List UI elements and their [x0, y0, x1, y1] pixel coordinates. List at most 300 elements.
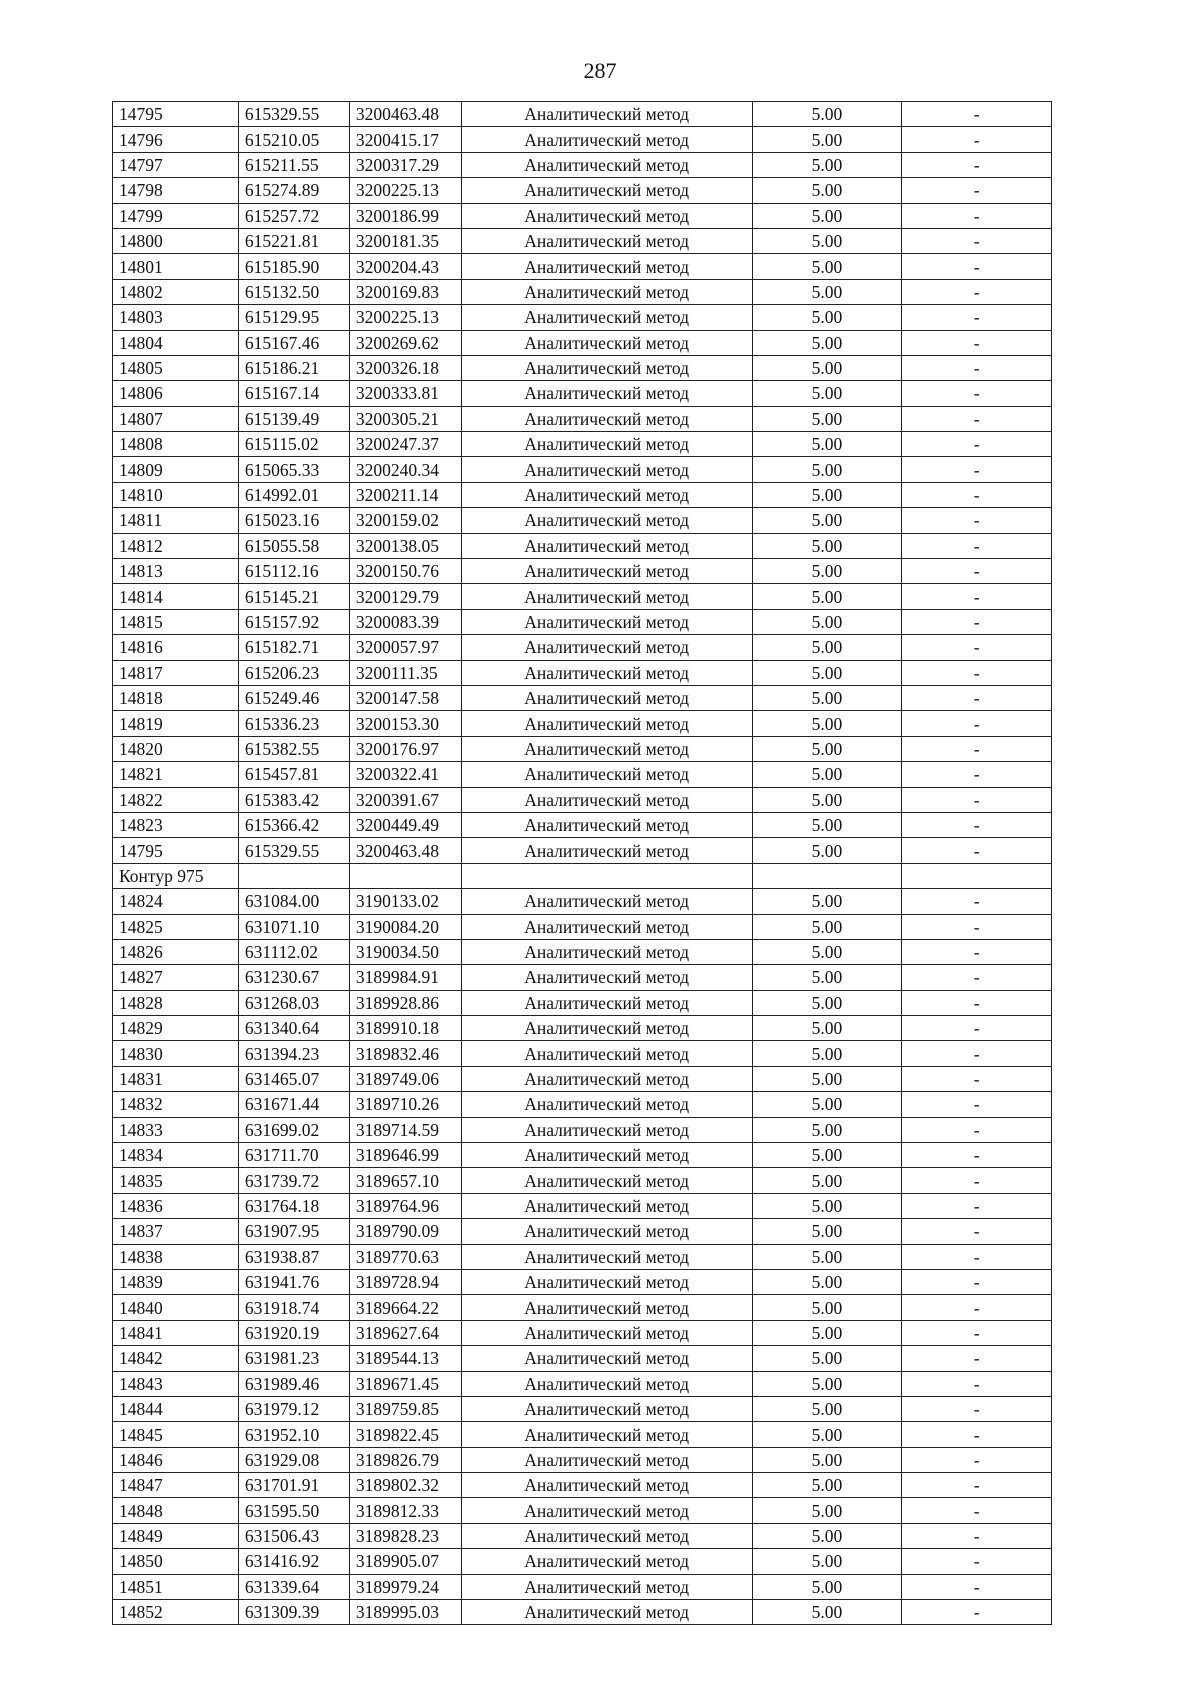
point-number-cell: 14849	[113, 1523, 239, 1548]
table-row	[113, 1016, 1052, 1041]
table-row	[113, 1143, 1052, 1168]
table-row	[113, 812, 1052, 837]
point-number-cell: 14813	[113, 559, 239, 584]
x-coordinate-cell: 615167.46	[238, 330, 349, 355]
point-number-cell: 14796	[113, 127, 239, 152]
method-cell: Аналитический метод	[461, 1371, 752, 1396]
method-cell: Аналитический метод	[461, 736, 752, 761]
table-row	[113, 279, 1052, 304]
table-row	[113, 1168, 1052, 1193]
method-cell: Аналитический метод	[461, 660, 752, 685]
accuracy-cell: 5.00	[752, 508, 902, 533]
y-coordinate-cell: 3200150.76	[349, 559, 461, 584]
x-coordinate-cell: 631941.76	[238, 1269, 349, 1294]
x-coordinate-cell: 615145.21	[238, 584, 349, 609]
accuracy-cell: 5.00	[752, 838, 902, 863]
x-coordinate-cell: 631918.74	[238, 1295, 349, 1320]
point-number-cell: 14838	[113, 1244, 239, 1269]
point-number-cell: 14831	[113, 1066, 239, 1091]
note-cell: -	[902, 1574, 1052, 1599]
point-number-cell: 14812	[113, 533, 239, 558]
y-coordinate-cell: 3200247.37	[349, 432, 461, 457]
point-number-cell: 14800	[113, 228, 239, 253]
point-number-cell: 14808	[113, 432, 239, 457]
x-coordinate-cell: 615132.50	[238, 279, 349, 304]
accuracy-cell: 5.00	[752, 609, 902, 634]
y-coordinate-cell: 3200153.30	[349, 711, 461, 736]
y-coordinate-cell: 3200326.18	[349, 355, 461, 380]
empty-cell	[902, 863, 1052, 888]
point-number-cell: 14825	[113, 914, 239, 939]
method-cell: Аналитический метод	[461, 1295, 752, 1320]
table-row	[113, 178, 1052, 203]
x-coordinate-cell: 615221.81	[238, 228, 349, 253]
method-cell: Аналитический метод	[461, 102, 752, 127]
method-cell: Аналитический метод	[461, 1016, 752, 1041]
accuracy-cell: 5.00	[752, 1168, 902, 1193]
accuracy-cell: 5.00	[752, 533, 902, 558]
x-coordinate-cell: 631979.12	[238, 1396, 349, 1421]
note-cell: -	[902, 102, 1052, 127]
table-row	[113, 939, 1052, 964]
y-coordinate-cell: 3200204.43	[349, 254, 461, 279]
y-coordinate-cell: 3189714.59	[349, 1117, 461, 1142]
accuracy-cell: 5.00	[752, 381, 902, 406]
table-row	[113, 355, 1052, 380]
note-cell: -	[902, 406, 1052, 431]
table-row	[113, 711, 1052, 736]
point-number-cell: 14822	[113, 787, 239, 812]
point-number-cell: 14830	[113, 1041, 239, 1066]
accuracy-cell: 5.00	[752, 1269, 902, 1294]
method-cell: Аналитический метод	[461, 1244, 752, 1269]
table-row	[113, 1346, 1052, 1371]
x-coordinate-cell: 631339.64	[238, 1574, 349, 1599]
table-row	[113, 482, 1052, 507]
point-number-cell: 14799	[113, 203, 239, 228]
y-coordinate-cell: 3189627.64	[349, 1320, 461, 1345]
note-cell: -	[902, 1523, 1052, 1548]
accuracy-cell: 5.00	[752, 990, 902, 1015]
note-cell: -	[902, 1041, 1052, 1066]
point-number-cell: 14843	[113, 1371, 239, 1396]
accuracy-cell: 5.00	[752, 939, 902, 964]
y-coordinate-cell: 3200391.67	[349, 787, 461, 812]
method-cell: Аналитический метод	[461, 1219, 752, 1244]
note-cell: -	[902, 584, 1052, 609]
point-number-cell: 14844	[113, 1396, 239, 1421]
y-coordinate-cell: 3189657.10	[349, 1168, 461, 1193]
note-cell: -	[902, 1320, 1052, 1345]
y-coordinate-cell: 3200083.39	[349, 609, 461, 634]
y-coordinate-cell: 3200240.34	[349, 457, 461, 482]
y-coordinate-cell: 3200463.48	[349, 838, 461, 863]
x-coordinate-cell: 631920.19	[238, 1320, 349, 1345]
table-row	[113, 559, 1052, 584]
method-cell: Аналитический метод	[461, 178, 752, 203]
method-cell: Аналитический метод	[461, 482, 752, 507]
method-cell: Аналитический метод	[461, 965, 752, 990]
point-number-cell: 14848	[113, 1498, 239, 1523]
accuracy-cell: 5.00	[752, 1396, 902, 1421]
point-number-cell: 14809	[113, 457, 239, 482]
point-number-cell: 14805	[113, 355, 239, 380]
method-cell: Аналитический метод	[461, 533, 752, 558]
accuracy-cell: 5.00	[752, 965, 902, 990]
point-number-cell: 14835	[113, 1168, 239, 1193]
contour-label-cell: Контур 975	[113, 863, 239, 888]
point-number-cell: 14802	[113, 279, 239, 304]
table-row	[113, 102, 1052, 127]
accuracy-cell: 5.00	[752, 1447, 902, 1472]
table-row	[113, 1117, 1052, 1142]
note-cell: -	[902, 482, 1052, 507]
note-cell: -	[902, 965, 1052, 990]
x-coordinate-cell: 631595.50	[238, 1498, 349, 1523]
y-coordinate-cell: 3200225.13	[349, 305, 461, 330]
y-coordinate-cell: 3200147.58	[349, 685, 461, 710]
note-cell: -	[902, 1168, 1052, 1193]
table-row	[113, 1549, 1052, 1574]
page-number: 287	[583, 58, 617, 83]
point-number-cell: 14829	[113, 1016, 239, 1041]
table-row	[113, 228, 1052, 253]
accuracy-cell: 5.00	[752, 457, 902, 482]
y-coordinate-cell: 3189984.91	[349, 965, 461, 990]
table-row	[113, 762, 1052, 787]
y-coordinate-cell: 3189790.09	[349, 1219, 461, 1244]
y-coordinate-cell: 3200111.35	[349, 660, 461, 685]
coordinates-table-body	[113, 102, 1052, 1625]
accuracy-cell: 5.00	[752, 711, 902, 736]
y-coordinate-cell: 3189828.23	[349, 1523, 461, 1548]
accuracy-cell: 5.00	[752, 787, 902, 812]
y-coordinate-cell: 3200159.02	[349, 508, 461, 533]
table-row	[113, 1320, 1052, 1345]
accuracy-cell: 5.00	[752, 914, 902, 939]
point-number-cell: 14795	[113, 838, 239, 863]
point-number-cell: 14847	[113, 1473, 239, 1498]
note-cell: -	[902, 1549, 1052, 1574]
point-number-cell: 14836	[113, 1193, 239, 1218]
y-coordinate-cell: 3189832.46	[349, 1041, 461, 1066]
note-cell: -	[902, 330, 1052, 355]
empty-cell	[238, 863, 349, 888]
x-coordinate-cell: 631739.72	[238, 1168, 349, 1193]
accuracy-cell: 5.00	[752, 1498, 902, 1523]
accuracy-cell: 5.00	[752, 660, 902, 685]
table-row	[113, 1066, 1052, 1091]
point-number-cell: 14826	[113, 939, 239, 964]
accuracy-cell: 5.00	[752, 127, 902, 152]
method-cell: Аналитический метод	[461, 1066, 752, 1091]
point-number-cell: 14823	[113, 812, 239, 837]
table-row	[113, 508, 1052, 533]
accuracy-cell: 5.00	[752, 584, 902, 609]
method-cell: Аналитический метод	[461, 914, 752, 939]
y-coordinate-cell: 3200305.21	[349, 406, 461, 431]
x-coordinate-cell: 615329.55	[238, 838, 349, 863]
table-row	[113, 1574, 1052, 1599]
y-coordinate-cell: 3189826.79	[349, 1447, 461, 1472]
table-row	[113, 889, 1052, 914]
method-cell: Аналитический метод	[461, 1396, 752, 1421]
note-cell: -	[902, 711, 1052, 736]
note-cell: -	[902, 939, 1052, 964]
x-coordinate-cell: 631989.46	[238, 1371, 349, 1396]
point-number-cell: 14850	[113, 1549, 239, 1574]
table-row	[113, 1396, 1052, 1421]
x-coordinate-cell: 631416.92	[238, 1549, 349, 1574]
note-cell: -	[902, 127, 1052, 152]
point-number-cell: 14837	[113, 1219, 239, 1244]
empty-cell	[349, 863, 461, 888]
x-coordinate-cell: 615157.92	[238, 609, 349, 634]
table-row	[113, 533, 1052, 558]
method-cell: Аналитический метод	[461, 889, 752, 914]
x-coordinate-cell: 615210.05	[238, 127, 349, 152]
note-cell: -	[902, 838, 1052, 863]
note-cell: -	[902, 432, 1052, 457]
accuracy-cell: 5.00	[752, 1066, 902, 1091]
x-coordinate-cell: 631699.02	[238, 1117, 349, 1142]
x-coordinate-cell: 615366.42	[238, 812, 349, 837]
table-row	[113, 127, 1052, 152]
y-coordinate-cell: 3189759.85	[349, 1396, 461, 1421]
y-coordinate-cell: 3189544.13	[349, 1346, 461, 1371]
table-row	[113, 381, 1052, 406]
note-cell: -	[902, 990, 1052, 1015]
note-cell: -	[902, 1117, 1052, 1142]
accuracy-cell: 5.00	[752, 152, 902, 177]
accuracy-cell: 5.00	[752, 1574, 902, 1599]
y-coordinate-cell: 3189710.26	[349, 1092, 461, 1117]
method-cell: Аналитический метод	[461, 305, 752, 330]
x-coordinate-cell: 615211.55	[238, 152, 349, 177]
accuracy-cell: 5.00	[752, 228, 902, 253]
table-row	[113, 1193, 1052, 1218]
accuracy-cell: 5.00	[752, 1371, 902, 1396]
note-cell: -	[902, 685, 1052, 710]
accuracy-cell: 5.00	[752, 1600, 902, 1625]
note-cell: -	[902, 1295, 1052, 1320]
point-number-cell: 14817	[113, 660, 239, 685]
point-number-cell: 14804	[113, 330, 239, 355]
x-coordinate-cell: 615336.23	[238, 711, 349, 736]
accuracy-cell: 5.00	[752, 762, 902, 787]
table-row	[113, 584, 1052, 609]
accuracy-cell: 5.00	[752, 1346, 902, 1371]
method-cell: Аналитический метод	[461, 1549, 752, 1574]
x-coordinate-cell: 615383.42	[238, 787, 349, 812]
x-coordinate-cell: 631929.08	[238, 1447, 349, 1472]
method-cell: Аналитический метод	[461, 203, 752, 228]
accuracy-cell: 5.00	[752, 178, 902, 203]
method-cell: Аналитический метод	[461, 635, 752, 660]
method-cell: Аналитический метод	[461, 939, 752, 964]
y-coordinate-cell: 3189812.33	[349, 1498, 461, 1523]
accuracy-cell: 5.00	[752, 1143, 902, 1168]
y-coordinate-cell: 3200333.81	[349, 381, 461, 406]
accuracy-cell: 5.00	[752, 1422, 902, 1447]
note-cell: -	[902, 178, 1052, 203]
accuracy-cell: 5.00	[752, 432, 902, 457]
x-coordinate-cell: 631701.91	[238, 1473, 349, 1498]
y-coordinate-cell: 3189646.99	[349, 1143, 461, 1168]
x-coordinate-cell: 631764.18	[238, 1193, 349, 1218]
method-cell: Аналитический метод	[461, 1193, 752, 1218]
point-number-cell: 14840	[113, 1295, 239, 1320]
method-cell: Аналитический метод	[461, 609, 752, 634]
table-row	[113, 838, 1052, 863]
table-row	[113, 787, 1052, 812]
table-row	[113, 914, 1052, 939]
accuracy-cell: 5.00	[752, 1473, 902, 1498]
y-coordinate-cell: 3190084.20	[349, 914, 461, 939]
point-number-cell: 14827	[113, 965, 239, 990]
x-coordinate-cell: 631711.70	[238, 1143, 349, 1168]
table-row	[113, 254, 1052, 279]
note-cell: -	[902, 1600, 1052, 1625]
y-coordinate-cell: 3200269.62	[349, 330, 461, 355]
y-coordinate-cell: 3189995.03	[349, 1600, 461, 1625]
x-coordinate-cell: 631465.07	[238, 1066, 349, 1091]
y-coordinate-cell: 3200186.99	[349, 203, 461, 228]
point-number-cell: 14819	[113, 711, 239, 736]
point-number-cell: 14815	[113, 609, 239, 634]
table-row	[113, 1295, 1052, 1320]
point-number-cell: 14842	[113, 1346, 239, 1371]
method-cell: Аналитический метод	[461, 1269, 752, 1294]
table-row	[113, 305, 1052, 330]
note-cell: -	[902, 609, 1052, 634]
method-cell: Аналитический метод	[461, 1117, 752, 1142]
accuracy-cell: 5.00	[752, 102, 902, 127]
accuracy-cell: 5.00	[752, 355, 902, 380]
point-number-cell: 14821	[113, 762, 239, 787]
accuracy-cell: 5.00	[752, 1523, 902, 1548]
method-cell: Аналитический метод	[461, 1422, 752, 1447]
y-coordinate-cell: 3189671.45	[349, 1371, 461, 1396]
point-number-cell: 14807	[113, 406, 239, 431]
y-coordinate-cell: 3189664.22	[349, 1295, 461, 1320]
point-number-cell: 14828	[113, 990, 239, 1015]
coordinates-table	[112, 101, 1052, 1625]
y-coordinate-cell: 3189979.24	[349, 1574, 461, 1599]
table-row	[113, 965, 1052, 990]
y-coordinate-cell: 3189764.96	[349, 1193, 461, 1218]
method-cell: Аналитический метод	[461, 1041, 752, 1066]
note-cell: -	[902, 1193, 1052, 1218]
table-row	[113, 152, 1052, 177]
x-coordinate-cell: 615167.14	[238, 381, 349, 406]
x-coordinate-cell: 615274.89	[238, 178, 349, 203]
note-cell: -	[902, 1244, 1052, 1269]
x-coordinate-cell: 615115.02	[238, 432, 349, 457]
table-row	[113, 1269, 1052, 1294]
accuracy-cell: 5.00	[752, 1193, 902, 1218]
accuracy-cell: 5.00	[752, 1092, 902, 1117]
note-cell: -	[902, 660, 1052, 685]
note-cell: -	[902, 254, 1052, 279]
x-coordinate-cell: 631394.23	[238, 1041, 349, 1066]
y-coordinate-cell: 3189822.45	[349, 1422, 461, 1447]
note-cell: -	[902, 559, 1052, 584]
table-row	[113, 330, 1052, 355]
accuracy-cell: 5.00	[752, 305, 902, 330]
note-cell: -	[902, 812, 1052, 837]
method-cell: Аналитический метод	[461, 1600, 752, 1625]
table-row	[113, 685, 1052, 710]
method-cell: Аналитический метод	[461, 762, 752, 787]
note-cell: -	[902, 508, 1052, 533]
accuracy-cell: 5.00	[752, 1117, 902, 1142]
note-cell: -	[902, 533, 1052, 558]
accuracy-cell: 5.00	[752, 1219, 902, 1244]
x-coordinate-cell: 615129.95	[238, 305, 349, 330]
point-number-cell: 14824	[113, 889, 239, 914]
method-cell: Аналитический метод	[461, 355, 752, 380]
method-cell: Аналитический метод	[461, 406, 752, 431]
method-cell: Аналитический метод	[461, 1523, 752, 1548]
note-cell: -	[902, 355, 1052, 380]
accuracy-cell: 5.00	[752, 406, 902, 431]
point-number-cell: 14851	[113, 1574, 239, 1599]
y-coordinate-cell: 3200463.48	[349, 102, 461, 127]
y-coordinate-cell: 3200176.97	[349, 736, 461, 761]
y-coordinate-cell: 3200449.49	[349, 812, 461, 837]
point-number-cell: 14833	[113, 1117, 239, 1142]
note-cell: -	[902, 736, 1052, 761]
accuracy-cell: 5.00	[752, 635, 902, 660]
table-row	[113, 1219, 1052, 1244]
x-coordinate-cell: 615206.23	[238, 660, 349, 685]
x-coordinate-cell: 615329.55	[238, 102, 349, 127]
point-number-cell: 14852	[113, 1600, 239, 1625]
note-cell: -	[902, 203, 1052, 228]
accuracy-cell: 5.00	[752, 279, 902, 304]
empty-cell	[752, 863, 902, 888]
point-number-cell: 14820	[113, 736, 239, 761]
x-coordinate-cell: 631981.23	[238, 1346, 349, 1371]
table-row	[113, 635, 1052, 660]
method-cell: Аналитический метод	[461, 254, 752, 279]
table-row	[113, 609, 1052, 634]
x-coordinate-cell: 631112.02	[238, 939, 349, 964]
y-coordinate-cell: 3200057.97	[349, 635, 461, 660]
point-number-cell: 14811	[113, 508, 239, 533]
x-coordinate-cell: 615457.81	[238, 762, 349, 787]
method-cell: Аналитический метод	[461, 228, 752, 253]
accuracy-cell: 5.00	[752, 1041, 902, 1066]
x-coordinate-cell: 615055.58	[238, 533, 349, 558]
point-number-cell: 14846	[113, 1447, 239, 1472]
point-number-cell: 14841	[113, 1320, 239, 1345]
x-coordinate-cell: 615139.49	[238, 406, 349, 431]
note-cell: -	[902, 279, 1052, 304]
x-coordinate-cell: 631506.43	[238, 1523, 349, 1548]
note-cell: -	[902, 1447, 1052, 1472]
method-cell: Аналитический метод	[461, 432, 752, 457]
x-coordinate-cell: 614992.01	[238, 482, 349, 507]
note-cell: -	[902, 1396, 1052, 1421]
point-number-cell: 14818	[113, 685, 239, 710]
table-row	[113, 1371, 1052, 1396]
x-coordinate-cell: 631268.03	[238, 990, 349, 1015]
x-coordinate-cell: 631084.00	[238, 889, 349, 914]
y-coordinate-cell: 3189928.86	[349, 990, 461, 1015]
method-cell: Аналитический метод	[461, 330, 752, 355]
